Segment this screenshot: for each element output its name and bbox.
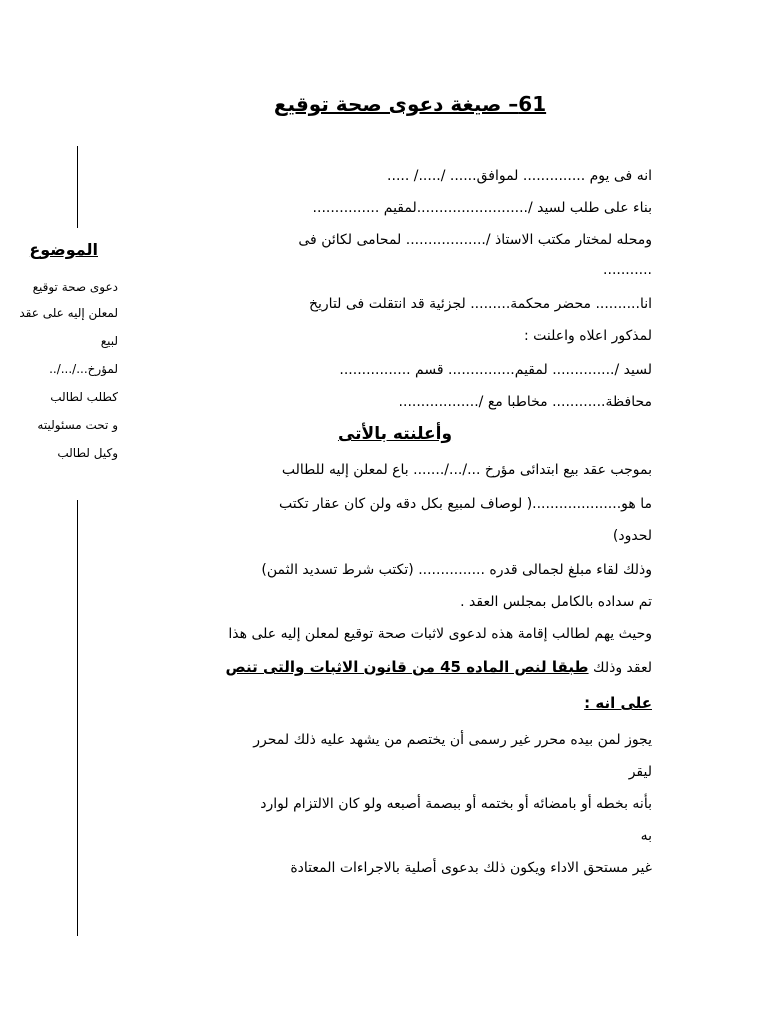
body-line: ليقر <box>628 764 652 780</box>
body-line: انه فى يوم .............. لموافق...... /...../ ..... <box>387 168 652 184</box>
body-line: وحيث يهم لطالب إقامة هذه لدعوى لاثبات صحة توقيع لمعلن إليه على هذا <box>228 626 652 642</box>
body-line: وذلك لقاء مبلغ لجمالى قدره ............... (تكتب شرط تسديد الثمن) <box>261 562 652 578</box>
body-line: لمذكور اعلاه واعلنت : <box>524 328 652 344</box>
law-reference-line <box>226 658 652 676</box>
body-line: لحدود) <box>612 528 652 544</box>
body-line: بأنه بخطه أو بامضائه أو بختمه أو ببصمة أصبعه ولو كان الالتزام لوارد <box>260 796 652 812</box>
law-line-emphasis: طبقا لنص الماده 45 من قانون الاثبات والتى تنص <box>225 658 589 676</box>
sidebar-divider-top <box>77 146 78 228</box>
body-line: ما هو....................( لوصاف لمبيع بكل دقه ولن كان عقار تكتب <box>279 496 652 512</box>
sidebar-line: لبيع <box>100 334 118 348</box>
sidebar-line: دعوى صحة توقيع <box>32 280 118 294</box>
body-line: غير مستحق الاداء ويكون ذلك بدعوى أصلية بالاجراءات المعتادة <box>290 860 652 876</box>
sidebar-divider-bottom <box>77 500 78 936</box>
sidebar-line: لمؤرخ.../.../.. <box>49 362 118 376</box>
law-line-continuation: على انه : <box>584 694 652 712</box>
document-title: 61– صيغة دعوى صحة توقيع <box>273 92 547 116</box>
body-line: بناء على طلب لسيد /.........................لمقيم ............... <box>312 200 652 216</box>
sidebar-line: كطلب لطالب <box>50 390 118 404</box>
body-line: تم سداده بالكامل بمجلس العقد . <box>460 594 652 610</box>
body-line: يجوز لمن بيده محرر غير رسمى أن يختصم من يشهد عليه ذلك لمحرر <box>253 732 652 748</box>
law-line-prefix: لعقد وذلك <box>588 660 652 676</box>
body-line: به <box>640 828 652 844</box>
body-line: ومحله لمختار مكتب الاستاذ /.................. لمحامى لكائن فى <box>298 232 652 248</box>
sidebar-line: لمعلن إليه على عقد <box>19 306 118 320</box>
body-line: بموجب عقد بيع ابتدائى مؤرخ .../.../....... باع لمعلن إليه للطالب <box>281 462 652 478</box>
sidebar-line: و تحت مسئوليته <box>37 418 118 432</box>
sidebar-title: الموضوع <box>29 240 98 259</box>
section-heading: وأعلنته بالأتى <box>337 424 453 444</box>
sidebar-line: وكيل لطالب <box>57 446 118 460</box>
body-line: لسيد /.............. لمقيم............... قسم ................ <box>339 362 652 378</box>
body-line: ........... <box>603 262 652 278</box>
body-line: انا.......... محضر محكمة......... لجزئية قد انتقلت فى لتاريخ <box>308 296 652 312</box>
body-line: محافظة............ مخاطبا مع /.................. <box>398 394 652 410</box>
